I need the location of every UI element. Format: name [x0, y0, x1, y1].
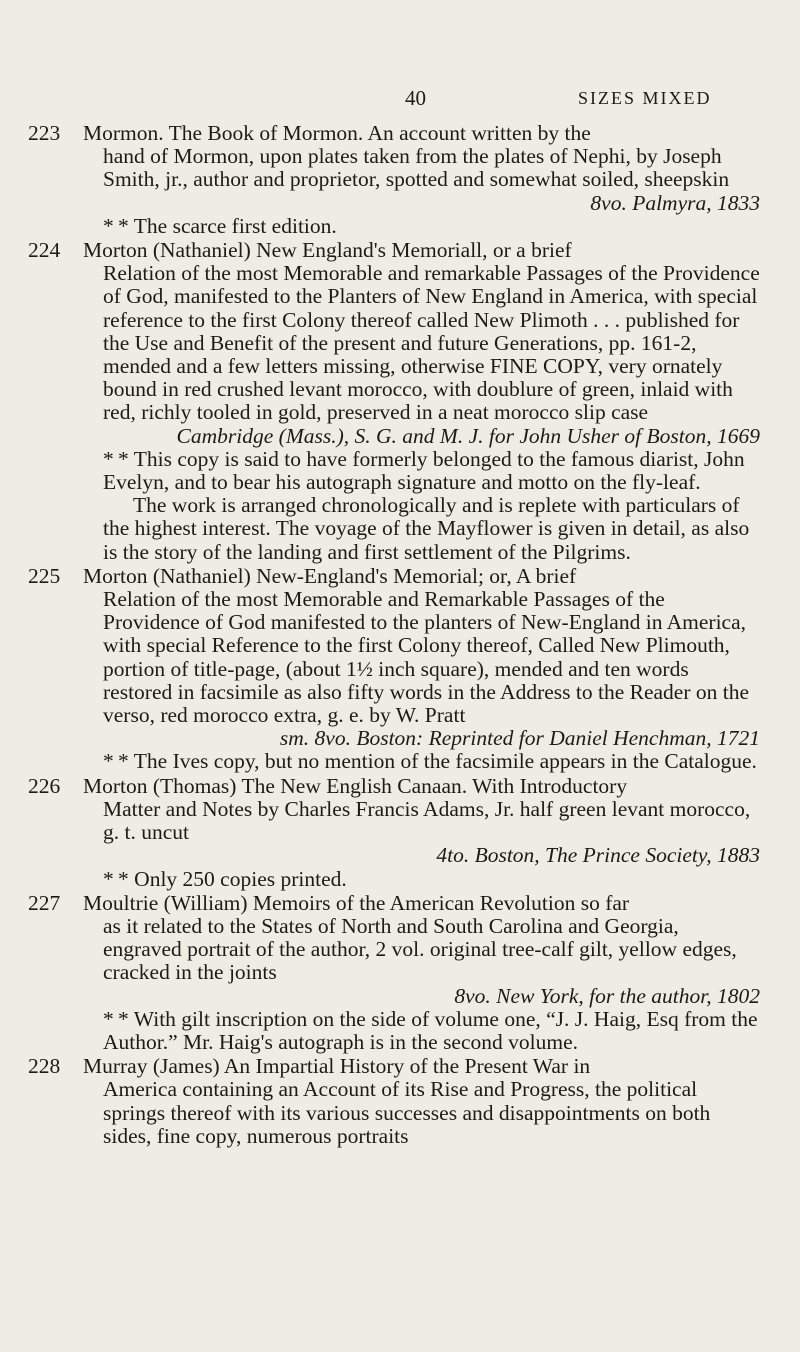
- entry-paragraph: The work is arranged chronologically and is replete with particulars of the highest interest. The voyage of the Mayflower is given in detail, as also is the story of the landing and first settlement of the Pilgrims.: [103, 493, 750, 564]
- entry-imprint: sm. 8vo. Boston: Reprinted for Daniel Henchman, 1721: [279, 726, 760, 751]
- entry-note: * * Only 250 copies printed.: [103, 866, 347, 891]
- entry-note: * * This copy is said to have formerly belonged to the famous diarist, John Evelyn, and to bear his autograph signature and motto on the fly-leaf.: [103, 446, 745, 495]
- entry-title: Morton (Thomas) The New English Canaan. With Introductory: [83, 773, 628, 798]
- entry-title: Morton (Nathaniel) New England's Memoriall, or a brief: [83, 238, 572, 263]
- catalogue-entry: [0, 122, 800, 238]
- entry-title: Murray (James) An Impartial History of the Present War in: [83, 1054, 591, 1079]
- entry-imprint: 8vo. Palmyra, 1833: [590, 190, 760, 215]
- catalogue-entries: [0, 122, 800, 1149]
- lot-number: 226: [28, 773, 61, 798]
- entry-title: Morton (Nathaniel) New-England's Memorial; or, A brief: [83, 563, 577, 588]
- lot-number: 228: [28, 1054, 61, 1079]
- entry-description: Relation of the most Memorable and remarkable Passages of the Providence of God, manifested to the Planters of New England in America, with special reference to the first Colony thereof called New Plimoth . . . published for the Use and Benefit of the present and future Generations, pp. 161-2, mended and a few letters missing, otherwise FINE COPY, very ornately bound in red crushed levant morocco, with doublure of green, inlaid with red, richly tooled in gold, preserved in a neat morocco slip case: [103, 261, 760, 425]
- lot-number: 225: [28, 563, 61, 588]
- catalogue-entry: [0, 239, 800, 564]
- catalogue-entry: [0, 892, 800, 1054]
- entry-title: Mormon. The Book of Mormon. An account written by the: [83, 121, 591, 145]
- page-number: 40: [405, 86, 426, 110]
- section-heading: SIZES MIXED: [578, 88, 712, 108]
- lot-number: 227: [28, 890, 61, 915]
- entry-description: hand of Mormon, upon plates taken from the plates of Nephi, by Joseph Smith, jr., author and proprietor, spotted and somewhat soiled, sheepskin: [103, 144, 730, 192]
- catalogue-entry: [0, 565, 800, 774]
- lot-number: 224: [28, 238, 61, 263]
- entry-title: Moultrie (William) Memoirs of the American Revolution so far: [83, 890, 630, 915]
- catalogue-entry: [0, 1055, 800, 1148]
- entry-note: * * With gilt inscription on the side of volume one, “J. J. Haig, Esq from the Author.” Mr. Haig's autograph is in the second volume.: [103, 1006, 758, 1054]
- entry-description: as it related to the States of North and South Carolina and Georgia, engraved portrait of the author, 2 vol. original tree-calf gilt, yellow edges, cracked in the joints: [103, 913, 737, 985]
- entry-description: Matter and Notes by Charles Francis Adams, Jr. half green levant morocco, g. t. uncut: [103, 796, 751, 845]
- entry-imprint: 4to. Boston, The Prince Society, 1883: [436, 843, 760, 868]
- entry-note: * * The Ives copy, but no mention of the facsimile appears in the Catalogue.: [103, 749, 757, 774]
- entry-description: America containing an Account of its Rise and Progress, the political springs thereof with its various successes and disappointments on both sides, fine copy, numerous portraits: [103, 1077, 711, 1148]
- entry-note: * * The scarce first edition.: [103, 213, 337, 238]
- lot-number: 223: [28, 121, 61, 145]
- page-header: [0, 86, 800, 116]
- catalogue-entry: [0, 775, 800, 891]
- entry-description: Relation of the most Memorable and Remarkable Passages of the Providence of God manifested to the planters of New-England in America, with special Reference to the first Colony thereof, Called New Plimouth, portion of title-page, (about 1½ inch square), mended and ten words restored in facsimile as also fifty words in the Address to the Reader on the verso, red morocco extra, g. e. by W. Pratt: [103, 587, 750, 728]
- entry-imprint: Cambridge (Mass.), S. G. and M. J. for John Usher of Boston, 1669: [176, 423, 760, 448]
- entry-imprint: 8vo. New York, for the author, 1802: [454, 983, 760, 1008]
